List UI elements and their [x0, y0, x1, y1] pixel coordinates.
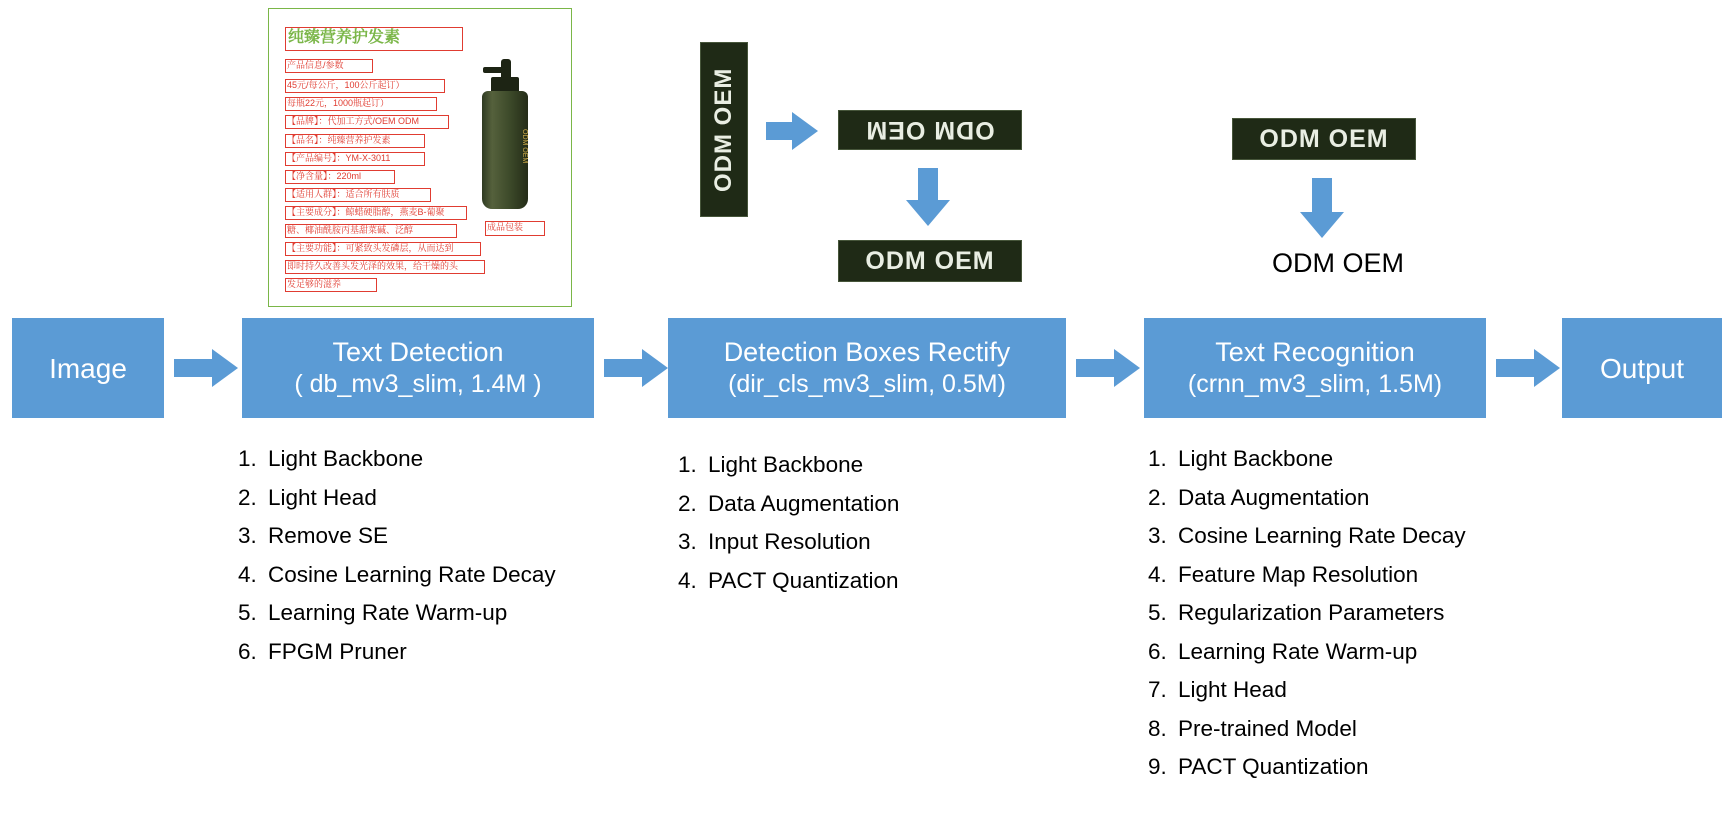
- list-item-label: Data Augmentation: [708, 490, 900, 516]
- list-item-number: 3.: [1148, 523, 1167, 548]
- list-item: [1148, 561, 1548, 587]
- recognition-input-crop: ODM OEM: [1232, 118, 1416, 160]
- arrow-image-to-detection: [174, 349, 238, 387]
- list-item-number: 4.: [678, 567, 697, 593]
- rectify-flip-arrow: [906, 168, 950, 226]
- list-item-label: Feature Map Resolution: [1178, 561, 1419, 587]
- list-item: [1148, 602, 1548, 625]
- list-item: [1148, 484, 1548, 510]
- list-item: [1148, 756, 1548, 779]
- ocr-box: 【品牌】：代加工方式/OEM ODM: [285, 115, 449, 129]
- list-item-label: Light Backbone: [708, 452, 864, 477]
- ocr-box: 成品包装: [485, 221, 545, 236]
- list-item-number: 5.: [238, 600, 257, 625]
- ocr-box: 发足够的滋养: [285, 278, 377, 292]
- list-item-label: Pre-trained Model: [1178, 715, 1357, 741]
- bottle-nozzle-icon: [483, 67, 505, 73]
- ocr-box: 即时持久改善头发光泽的效果，给干燥的头: [285, 260, 485, 274]
- ocr-box: 【品名】：纯臻营养护发素: [285, 134, 425, 148]
- sample-ocr-image: [268, 8, 572, 307]
- list-item-label: Regularization Parameters: [1178, 600, 1445, 625]
- rectify-input-crop: ODM OEM: [700, 42, 748, 217]
- list-item-number: 2.: [1148, 484, 1167, 510]
- ocr-box: 产品信息/参数: [285, 59, 373, 73]
- list-item-number: 7.: [1148, 677, 1167, 702]
- list-item-label: Light Head: [268, 484, 377, 510]
- rectify-upsidedown-crop: ODM OEM: [838, 110, 1022, 150]
- list-item-number: 4.: [1148, 561, 1167, 587]
- list-item-number: 8.: [1148, 715, 1167, 741]
- list-item-number: 5.: [1148, 600, 1167, 625]
- bottle-body-icon: [482, 91, 528, 209]
- sample-title: 纯臻营养护发素: [285, 27, 463, 51]
- text-recognition-title: Text Recognition: [1215, 336, 1415, 367]
- rectify-rotate-arrow: [766, 112, 818, 150]
- arrow-recognition-to-output: [1496, 349, 1560, 387]
- recognition-feature-list: [1148, 448, 1548, 795]
- arrow-detection-to-rectify: [604, 349, 668, 387]
- list-item: [1148, 715, 1548, 741]
- list-item-number: 3.: [238, 523, 257, 548]
- list-item: [678, 531, 1008, 554]
- list-item-number: 6.: [1148, 638, 1167, 664]
- list-item: [1148, 679, 1548, 702]
- list-item: [238, 525, 618, 548]
- list-item-label: PACT Quantization: [1178, 754, 1369, 779]
- list-item-label: Data Augmentation: [1178, 484, 1370, 510]
- ocr-box: 【适用人群】：适合所有肤质: [285, 188, 431, 202]
- rectify-subtitle: (dir_cls_mv3_slim, 0.5M): [728, 370, 1006, 399]
- pipeline-stage-rectify: [668, 318, 1066, 418]
- list-item: [678, 567, 1008, 593]
- rectify-output-crop: ODM OEM: [838, 240, 1022, 282]
- list-item: [238, 602, 618, 625]
- list-item-number: 4.: [238, 561, 257, 587]
- text-detection-title: Text Detection: [332, 336, 504, 367]
- arrow-rectify-to-recognition: [1076, 349, 1140, 387]
- ocr-box: 【主要功能】：可紧致头发磷层，从而达到: [285, 242, 481, 256]
- list-item-label: Light Head: [1178, 677, 1287, 702]
- list-item-number: 1.: [238, 446, 257, 471]
- list-item: [1148, 638, 1548, 664]
- list-item: [1148, 448, 1548, 471]
- list-item-label: Light Backbone: [268, 446, 424, 471]
- ocr-box: 糖、椰油酰胺丙基甜菜碱、泛醇: [285, 224, 457, 238]
- list-item-label: PACT Quantization: [708, 567, 899, 593]
- recognition-output-text: ODM OEM: [1272, 248, 1404, 278]
- pipeline-stage-image: [12, 318, 164, 418]
- text-detection-subtitle: ( db_mv3_slim, 1.4M ): [294, 370, 542, 399]
- ocr-box: 【产品编号】：YM-X-3011: [285, 152, 425, 166]
- list-item-number: 2.: [238, 484, 257, 510]
- list-item: [678, 454, 1008, 477]
- list-item-number: 9.: [1148, 754, 1167, 779]
- list-item-label: Cosine Learning Rate Decay: [268, 561, 556, 587]
- list-item-label: Remove SE: [268, 523, 389, 548]
- ocr-box: 45元/每公斤，100公斤起订）: [285, 79, 445, 93]
- list-item: [238, 561, 618, 587]
- list-item-number: 3.: [678, 529, 697, 554]
- pipeline-stage-output: [1562, 318, 1722, 418]
- list-item-number: 1.: [678, 452, 697, 477]
- rectify-feature-list: [678, 454, 1008, 608]
- list-item-label: Learning Rate Warm-up: [268, 600, 508, 625]
- rectify-title: Detection Boxes Rectify: [723, 336, 1011, 367]
- list-item-label: FPGM Pruner: [268, 638, 407, 664]
- bottle-label: ODM OEM: [521, 129, 528, 164]
- list-item: [238, 484, 618, 510]
- text-recognition-subtitle: (crnn_mv3_slim, 1.5M): [1187, 370, 1443, 399]
- list-item: [678, 490, 1008, 516]
- list-item-label: Light Backbone: [1178, 446, 1334, 471]
- detection-feature-list: [238, 448, 618, 679]
- pipeline-stage-text-detection: [242, 318, 594, 418]
- list-item: [1148, 525, 1548, 548]
- list-item: [238, 448, 618, 471]
- ocr-box: 【净含量】：220ml: [285, 170, 395, 184]
- pipeline-stage-text-recognition: [1144, 318, 1486, 418]
- list-item-number: 2.: [678, 490, 697, 516]
- list-item-number: 1.: [1148, 446, 1167, 471]
- list-item-label: Cosine Learning Rate Decay: [1178, 523, 1466, 548]
- ocr-box: 每瓶22元，1000瓶起订）: [285, 97, 437, 111]
- list-item-number: 6.: [238, 638, 257, 664]
- list-item-label: Input Resolution: [708, 529, 871, 554]
- pipeline-stage-image-label: Image: [49, 352, 127, 384]
- recognition-arrow: [1300, 178, 1344, 240]
- ocr-box: 【主要成分】：鲸蜡硬脂醇，燕麦B-葡聚: [285, 206, 467, 220]
- list-item-label: Learning Rate Warm-up: [1178, 638, 1418, 664]
- list-item: [238, 638, 618, 664]
- pipeline-stage-output-label: Output: [1599, 352, 1685, 384]
